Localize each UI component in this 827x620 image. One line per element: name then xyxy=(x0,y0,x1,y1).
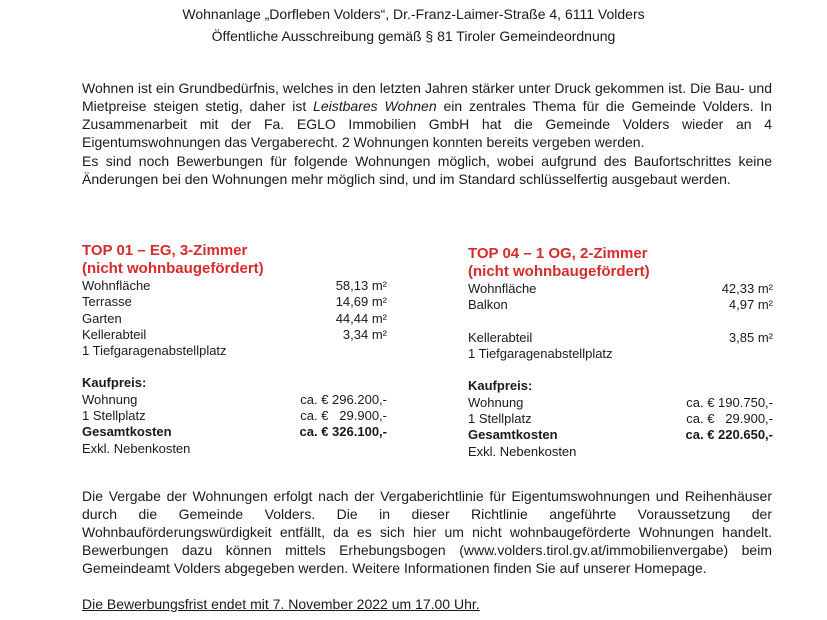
price-heading: Kaufpreis: xyxy=(468,378,533,394)
intro-text-1: Wohnen ist ein Grundbedürfnis, welches in den letzten Jahren stärker unter Druck gekommen ist. Die Bau- und Mietpreise steigen stetig, daher ist xyxy=(82,80,772,114)
unit-top-01 xyxy=(82,242,387,457)
parking-line: 1 Tiefgaragenabstellplatz xyxy=(468,346,613,362)
area-row-garden: Garten 44,44 m² xyxy=(82,310,387,326)
area-row-balcony: Balkon 4,97 m² xyxy=(468,297,773,313)
price-row-apartment: Wohnung ca. € 296.200,- xyxy=(82,391,387,407)
application-deadline: Die Bewerbungsfrist endet mit 7. November 2022 um 17.00 Uhr. xyxy=(82,596,480,612)
price-heading: Kaufpreis: xyxy=(82,375,147,391)
cost-note: Exkl. Nebenkosten xyxy=(82,440,191,456)
closing-text-2: ) beim Gemeindeamt Volders abgegeben werden. Weitere Informationen finden Sie auf unserer Homepage. xyxy=(82,542,772,576)
unit-subtitle: (nicht wohnbaugefördert) xyxy=(82,260,264,277)
document-header xyxy=(0,3,827,47)
availability-paragraph: Es sind noch Bewerbungen für folgende Wohnungen möglich, wobei aufgrund des Baufortschrittes keine Änderungen bei den Wohnungen mehr möglich sind, und im Standard schlüsselfertig ausgebaut werden. xyxy=(82,153,772,187)
header-address: Wohnanlage „Dorfleben Volders“, Dr.-Franz-Laimer-Straße 4, 6111 Volders xyxy=(182,6,645,22)
area-row-cellar: Kellerabteil 3,85 m² xyxy=(468,329,773,345)
area-row-terrace: Terrasse 14,69 m² xyxy=(82,294,387,310)
unit-title: TOP 04 – 1 OG, 2-Zimmer xyxy=(468,245,648,262)
price-row-apartment: Wohnung ca. € 190.750,- xyxy=(468,394,773,410)
unit-subtitle: (nicht wohnbaugefördert) xyxy=(468,263,650,280)
intro-emphasis: Leistbares Wohnen xyxy=(313,98,437,114)
intro-paragraph xyxy=(82,79,772,151)
unit-title: TOP 01 – EG, 3-Zimmer xyxy=(82,242,248,259)
cost-note: Exkl. Nebenkosten xyxy=(468,443,577,459)
header-subtitle: Öffentliche Ausschreibung gemäß § 81 Tiroler Gemeindeordnung xyxy=(211,28,616,44)
area-row-living: Wohnfläche 58,13 m² xyxy=(82,278,387,293)
area-row-living: Wohnfläche 42,33 m² xyxy=(468,281,773,296)
closing-paragraph xyxy=(82,487,772,577)
closing-text-1: Die Vergabe der Wohnungen erfolgt nach der Vergaberichtlinie für Eigentumswohnungen und Reihenhäuser durch die Gemeinde Volders. Die in dieser Richtlinie angeführte Voraussetzung der Wohnbauförderungswürdigkeit entfällt, da es sich hier um nicht wohnbaugeförderte Wohnungen handelt. Bewerbungen dazu können mittels Erhebungsbogen ( xyxy=(82,488,772,558)
intro-text-2: ein zentrales Thema für die Gemeinde Volders. In Zusammenarbeit mit der Fa. EGLO Immobilien GmbH hat die Gemeinde Volders wieder an 4 Eigentumswohnungen das Vergaberecht. 2 Wohnungen konnten bereits vergeben werden. xyxy=(82,98,772,150)
price-row-parking: 1 Stellplatz ca. € 29.900,- xyxy=(468,411,773,427)
area-row-empty xyxy=(468,314,773,330)
parking-line: 1 Tiefgaragenabstellplatz xyxy=(82,343,227,359)
application-link[interactable]: www.volders.tirol.gv.at/immobilienvergabe xyxy=(463,542,724,558)
total-row: Gesamtkosten ca. € 326.100,- xyxy=(82,424,387,440)
area-row-cellar: Kellerabteil 3,34 m² xyxy=(82,326,387,342)
total-row: Gesamtkosten ca. € 220.650,- xyxy=(468,427,773,443)
unit-top-04 xyxy=(468,245,773,460)
price-row-parking: 1 Stellplatz ca. € 29.900,- xyxy=(82,408,387,424)
